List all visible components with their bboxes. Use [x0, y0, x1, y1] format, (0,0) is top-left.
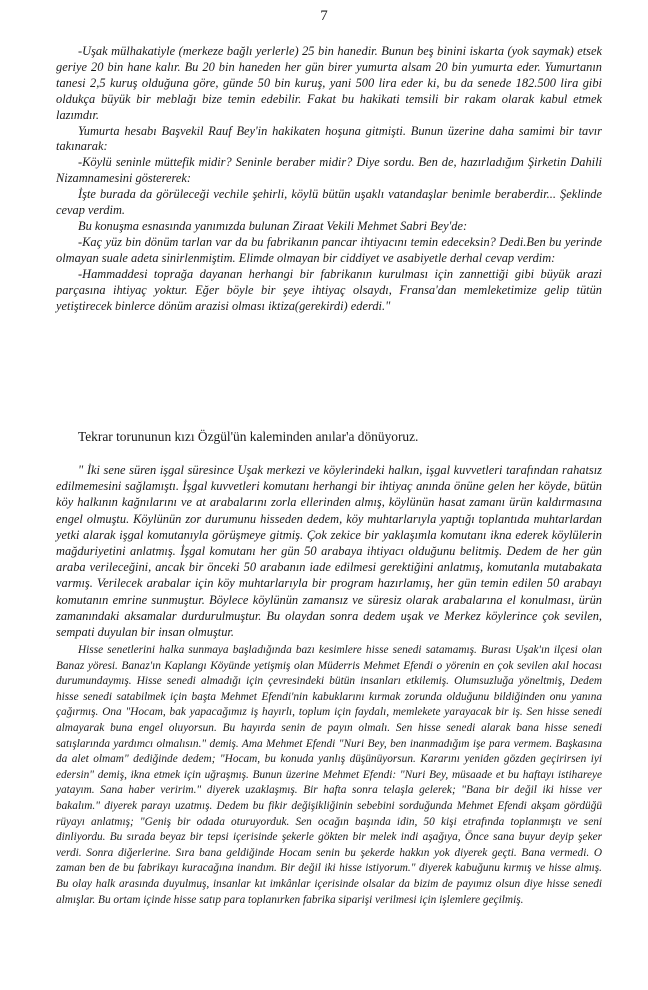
paragraph: Hisse senetlerini halka sunmaya başladığında bazı kesimlere hisse senedi satamamış. Burası Uşak'ın ilçesi olan Banaz yöresi. Banaz'ın Kaplangı Köyünde yetişmiş olan Müderris Mehmet Efendi o yörenin en çok sevilen akıl hocası durumundaymış. Hisse senedi almadığı için çevresindeki bütün insanları etkilemiş. Olumsuzluğa yöneltmiş, Dedem hisse senedi satabilmek için başta Mehmet Efendi'nin kabuklarını kırmak zorunda olduğunu bildiğinden onu yanına çağırmış. Ona "Hocam, bak yapacağımız iş hayırlı, toplum için faydalı, memlekete yarayacak bir iş. Sen hisse senedi almayarak buna engel oluyorsun. Bu hayırda senin de payın olmalı. Sen hisse senedi alarak bana hisse senedi satışlarında yardımcı olmalısın." demiş. Ama Mehmet Efendi "Nuri Bey, ben inanmadığım işe para vermem. Başkasına da alet olmam" dediğinde dedem; "Hocam, bu konuda yanlış düşünüyorsun. Kararını yeniden gözden geçirirsen iyi edersin" demiş, ikna etmek için uğraşmış. Bunun üzerine Mehmet Efendi: "Nuri Bey, müsaade et bu haftayı istihareye yatayım. Sana haber veririm." diyerek uzaklaşmış. Bir hafta sonra telaşla gelerek; "Bana bir değil iki hisse ver bakalım." diyerek parayı uzatmış. Dedem bu fikir değişikliğinin sebebini sorduğunda Mehmet Efendi akşam gördüğü rüyayı anlatmış; "Geniş bir odada oturuyorduk. Sen ocağın başında idin, 50 kişi etrafında toplanmıştı ve seni dinliyordu. Bu sırada beyaz bir tepsi içerisinde şekerle gökten bir melek indi aşağıya, Önce sana buyur deyip şeker verdi. Sonra diğerlerine. Sıra bana geldiğinde Hocam senin bu şekerde hakkın yok diyerek geçti. Bana vermedi. O zaman ben de bu fabrikayı kuracağına inandım. Bir değil iki hisse istiyorum." diyerek kabuğunu kırmış ve hisse almış. Bu olay halk arasında duyulmuş, insanlar kıt imkânlar içerisinde olsalar da bizim de payımız olsun diye hisse senedi almışlar. Bu ortam içinde hisse satıp para toplanırken fabrika siparişi verilmesi için işlemlere geçilmiş.: [56, 644, 602, 906]
paragraph: Yumurta hesabı Başvekil Rauf Bey'in hakikaten hoşuna gitmişti. Bunun üzerine daha samimi bir tavır takınarak:: [56, 123, 602, 154]
paragraph: -Kaç yüz bin dönüm tarlan var da bu fabrikanın pancar ihtiyacını temin edeceksin? Dedi.Ben bu yerinde olmayan suale adeta sinirlenmiştim. Elimde olmayan bir ciddiyet ve asabiyetle derhal cevap verdim:: [56, 234, 602, 265]
page-number: 7: [320, 8, 328, 24]
share-story-section: [56, 643, 602, 908]
paragraph: -Hammaddesi toprağa dayanan herhangi bir fabrikanın kurulması için zannettiği gibi büyük arazi parçasına ihtiyaç yoktur. Eğer böyle bir şeye ihtiyaç olsaydı, Fransa'dan memleketimize gelip tütün yetiştirecek binlerce dönüm arazisi olması iktiza(gerekirdi) ederdi.": [56, 266, 602, 313]
paragraph: -Köylü seninle müttefik midir? Seninle beraber midir? Diye sordu. Ben de, hazırladığım Şirketin Dahili Nizamnamesini göstererek:: [56, 155, 602, 186]
paragraph: " İki sene süren işgal süresince Uşak merkezi ve köylerindeki halkın, işgal kuvvetleri tarafından rahatsız edilmemesini sağlamıştı. İşgal kuvvetleri komutanı herhangi bir ihtiyaç anında önüne gelen her köyde, bütün köy halkının kağnılarını ve at arabalarını zorla ellerinden almış, köylünün hasat zamanı ürün kaldırmasına engel olmuştu. Köylünün zor durumunu hisseden dedem, köy muhtarlarıyla yaptığı toplantıda muhtarlardan yetki alarak işgal komutanıyla görüşmeye gitmiş. Çok zekice bir yaklaşımla komutanı ikna ederek köylülerin mağduriyetini anlatmış. İşgal komutanı her gün 50 arabaya ihtiyacı olduğunu belitmiş. Dedem de her gün araba verileceğini, ancak bir önceki 50 arabanın iade edilmesi gerektiğini anlatmış, komutanla mutabakata varmış. Verilecek arabalar için köy muhtarlarıyla bir program hazırlamış, her gün temin edilen 50 arabayı komutanın emrine sunmuştur. Böylece köylünün zamansız ve süresiz olarak arabalarına el konulması, ürün zamanındaki aksamalar durdurulmuştur. Bu olaydan sonra dedem uşak ve Merkez köylerince çok sevilen, sempati duyulan bir insan olmuştur.: [56, 463, 602, 640]
paragraph: İşte burada da görüleceği vechile şehirli, köylü bütün uşaklı vatandaşlar benimle beraberdir... Şeklinde cevap verdim.: [56, 187, 602, 218]
paragraph: Bu konuşma esnasında yanımızda bulunan Ziraat Vekili Mehmet Sabri Bey'de:: [78, 218, 468, 233]
paragraph: -Uşak mülhakatiyle (merkeze bağlı yerlerle) 25 bin hanedir. Bunun beş binini iskarta (yok saymak) etsek geriye 20 bin hane kalır. Bu 20 bin haneden her gün birer yumurta alsam 20 bin yumurta eder. Yumurtanın tanesi 2,5 kuruş olduğuna göre, günde 50 bin kuruş, yani 500 lira eder ki, bu da senede 182.500 lira gibi oldukça büyük bir meblağı bize temin edebilir. Fakat bu hakikati temsili bir rakam olarak kabul etmek lazımdır.: [56, 44, 602, 122]
occupation-story-section: [56, 462, 602, 640]
intro-line: Tekrar torununun kızı Özgül'ün kaleminden anılar'a dönüyoruz.: [78, 429, 419, 444]
memoir-dialogue-section: [56, 44, 602, 314]
